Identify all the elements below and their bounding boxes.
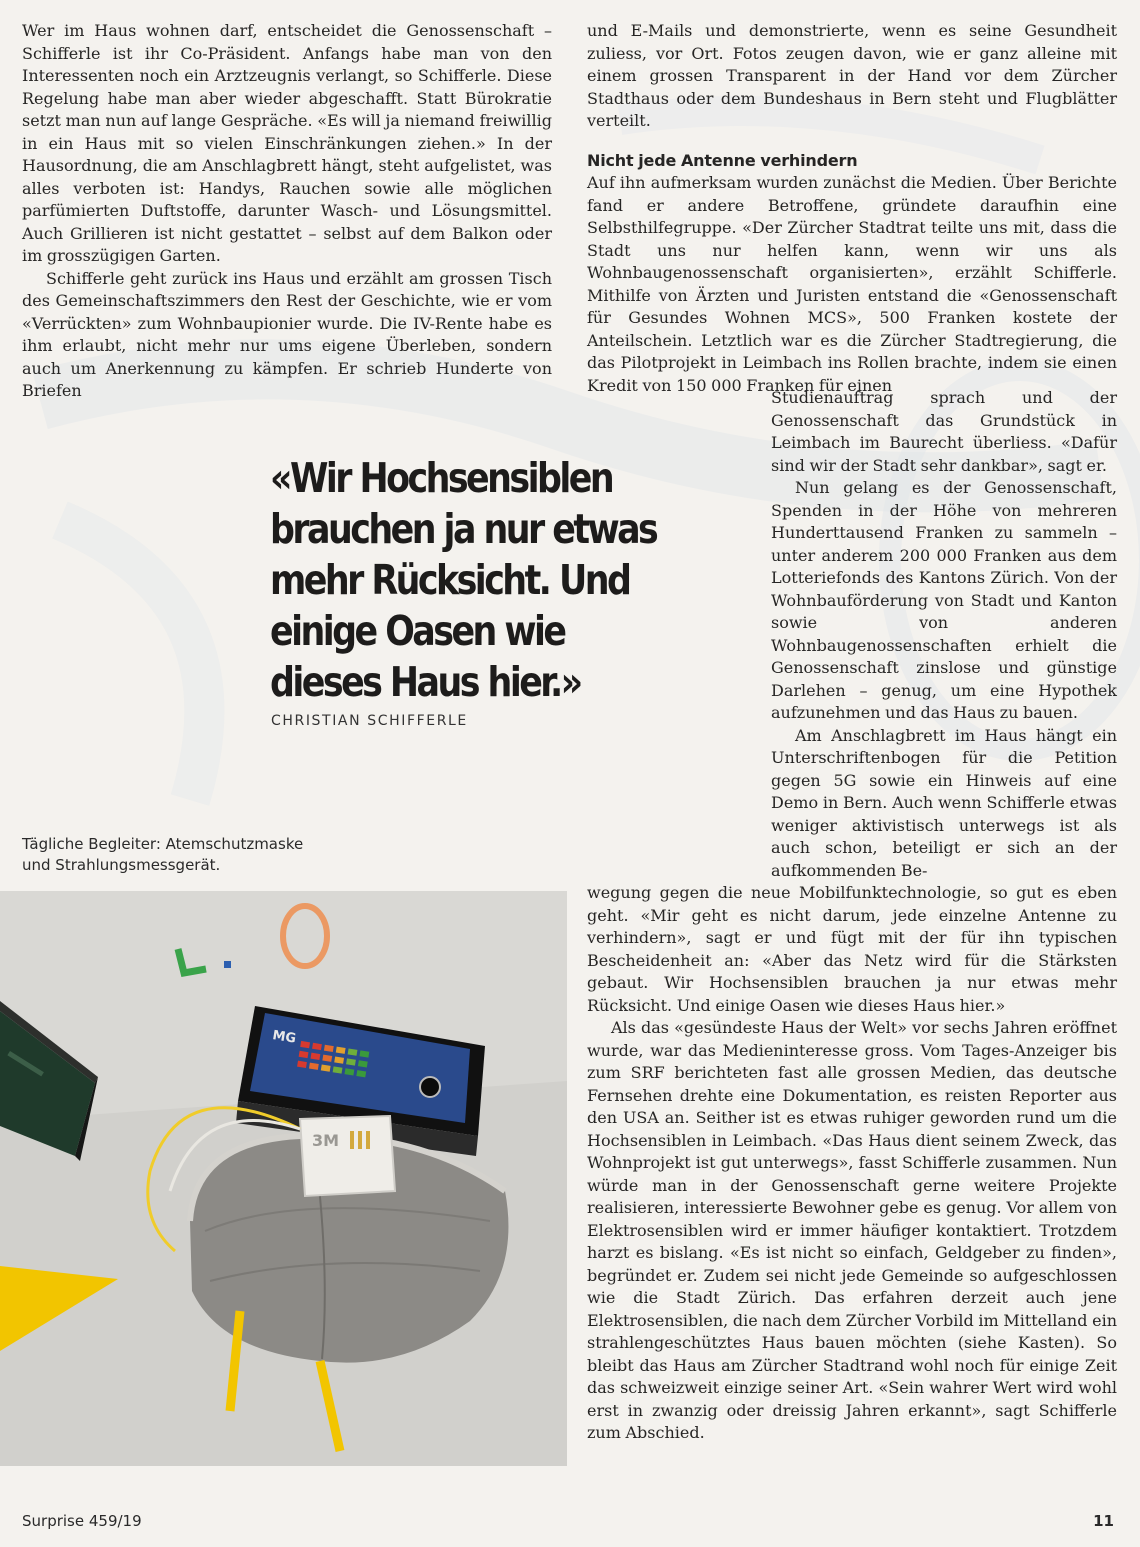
- paragraph: Als das «gesündeste Haus der Welt» vor sechs Jahren eröffnet wurde, war das Medieninteresse gross. Vom Tages-Anzeiger bis zum SRF berichteten fast alle grossen Medien, das deutsche Fernsehen drehte eine Dokumentation, es reisten Reporter aus den USA an. Seither ist es etwas ruhiger geworden rund um die Hochsensiblen in Leimbach. «Das Haus dient seinem Zweck, das Wohnprojekt ist gut unterwegs», fasst Schifferle zusammen. Nun würde man in der Genossenschaft gerne weitere Projekte realisieren, interessierte Bewohner gebe es genug. Vor allem von Elektrosensiblen wird er immer häufiger kontaktiert. Trotzdem harzt es bislang. «Es ist nicht so einfach, Geldgeber zu finden», begründet er. Zudem sei nicht jede Gemeinde so aufgeschlossen wie die Stadt Zürich. Das erfahren derzeit auch jene Elektrosensiblen, die nach dem Zürcher Vorbild im Mittelland ein strahlengeschütztes Haus bauen möchten (siehe Kasten). So bleibt das Haus am Zürcher Stadtrand wohl noch für einige Zeit das schweizweit einzige seiner Art. «Sein wahrer Wert wird wohl erst in zwanzig oder dreissig Jahren erkannt», sagt Schifferle zum Abschied.: [587, 1018, 1117, 1442]
- paragraph: Studienauftrag sprach und der Genossenschaft das Grundstück in Leimbach im Baurecht überliess. «Dafür sind wir der Stadt sehr dankbar», sagt er.: [771, 388, 1117, 475]
- issue-label: Surprise 459/19: [22, 1512, 142, 1530]
- paragraph: Wer im Haus wohnen darf, entscheidet die Genossenschaft – Schifferle ist ihr Co-Präsident. Anfangs habe man von den Interessenten noch ein Arztzeugnis verlangt, so Schifferle. Diese Regelung habe man aber wieder abgeschafft. Statt Bürokratie setzt man nun auf lange Gespräche. «Es will ja niemand freiwillig in ein Haus mit so vielen Einschränkungen ziehen.» In der Hausordnung, die am Anschlagbrett hängt, steht aufgelistet, was alles verboten ist: Handys, Rauchen sowie alle möglichen parfümierten Duftstoffe, darunter Wasch- und Lösungsmittel. Auch Grillieren ist nicht gestattet – selbst auf dem Balkon oder im grosszügigen Garten.: [22, 21, 552, 265]
- paragraph: Nun gelang es der Genossenschaft, Spenden in der Höhe von mehreren Hunderttausend Franken zu sammeln – unter anderem 200 000 Franken aus dem Lotteriefonds des Kantons Zürich. Von der Wohnbauförderung von Stadt und Kanton sowie von anderen Wohnbaugenossenschaften erhielt die Genossenschaft zinslose und günstige Darlehen – genug, um eine Hypothek aufzunehmen und das Haus zu bauen.: [771, 478, 1117, 722]
- article-column-right: [587, 20, 1117, 397]
- photo-mask-and-meter: [0, 891, 567, 1466]
- article-column-left: [22, 20, 552, 403]
- photo-caption: Tägliche Begleiter: Atemschutzmaske und Strahlungsmessgerät.: [22, 835, 304, 874]
- page-number: 11: [1093, 1512, 1114, 1530]
- section-heading: Nicht jede Antenne verhindern: [587, 150, 858, 170]
- mask-brand-label: 3M: [312, 1131, 340, 1150]
- paragraph: und E-Mails und demonstrierte, wenn es seine Gesundheit zuliess, vor Ort. Fotos zeugen davon, wie er ganz alleine mit einem grossen Transparent in der Hand vor dem Zürcher Stadthaus oder dem Bundeshaus in Bern steht und Flugblätter verteilt.: [587, 21, 1117, 130]
- meter-brand-label: MG: [271, 1028, 298, 1047]
- paragraph: wegung gegen die neue Mobilfunktechnologie, so gut es eben geht. «Mir geht es nicht darum, jede einzelne Antenne zu verhindern», sagt er und fügt mit der für ihn typischen Bescheidenheit an: «Aber das Netz wird für die Stärksten gebaut. Wir Hochsensiblen brauchen ja nur etwas mehr Rücksicht. Und einige Oasen wie dieses Haus hier.»: [587, 883, 1117, 1015]
- pull-quote: «Wir Hochsensiblen brauchen ja nur etwas mehr Rücksicht. Und einige Oasen wie dieses Haus hier.»: [270, 454, 657, 706]
- paragraph: Schifferle geht zurück ins Haus und erzählt am grossen Tisch des Gemeinschaftszimmers den Rest der Geschichte, wie er vom «Verrückten» zum Wohnbaupionier wurde. Die IV-Rente habe es ihm erlaubt, nicht mehr nur ums eigene Überleben, sondern auch um Anerkennung zu kämpfen. Er schrieb Hunderte von Briefen: [22, 268, 552, 400]
- paragraph: Auf ihn aufmerksam wurden zunächst die Medien. Über Berichte fand er andere Betroffene, gründete daraufhin eine Selbsthilfegruppe. «Der Zürcher Stadtrat teilte uns mit, dass die Stadt uns nur helfen kann, wenn wir uns als Wohnbaugenossenschaft organisierten», erzählt Schifferle. Mithilfe von Ärzten und Juristen entstand die «Genossenschaft für Gesundes Wohnen MCS», 500 Franken kostete der Anteilschein. Letztlich war es die Zürcher Stadtregierung, die das Pilotprojekt in Leimbach ins Rollen brachte, indem sie einen Kredit von 150 000 Franken für einen: [587, 173, 1117, 395]
- article-column-right-bottom: [587, 882, 1117, 1445]
- paragraph: Am Anschlagbrett im Haus hängt ein Unterschriftenbogen für die Petition gegen 5G sowie ein Hinweis auf eine Demo in Bern. Auch wenn Schifferle etwas weniger aktivistisch unterwegs ist als auch schon, beteiligt er sich an der aufkommenden Be-: [771, 725, 1117, 880]
- pull-quote-author: CHRISTIAN SCHIFFERLE: [271, 713, 468, 729]
- article-column-right-wrap: [771, 387, 1117, 882]
